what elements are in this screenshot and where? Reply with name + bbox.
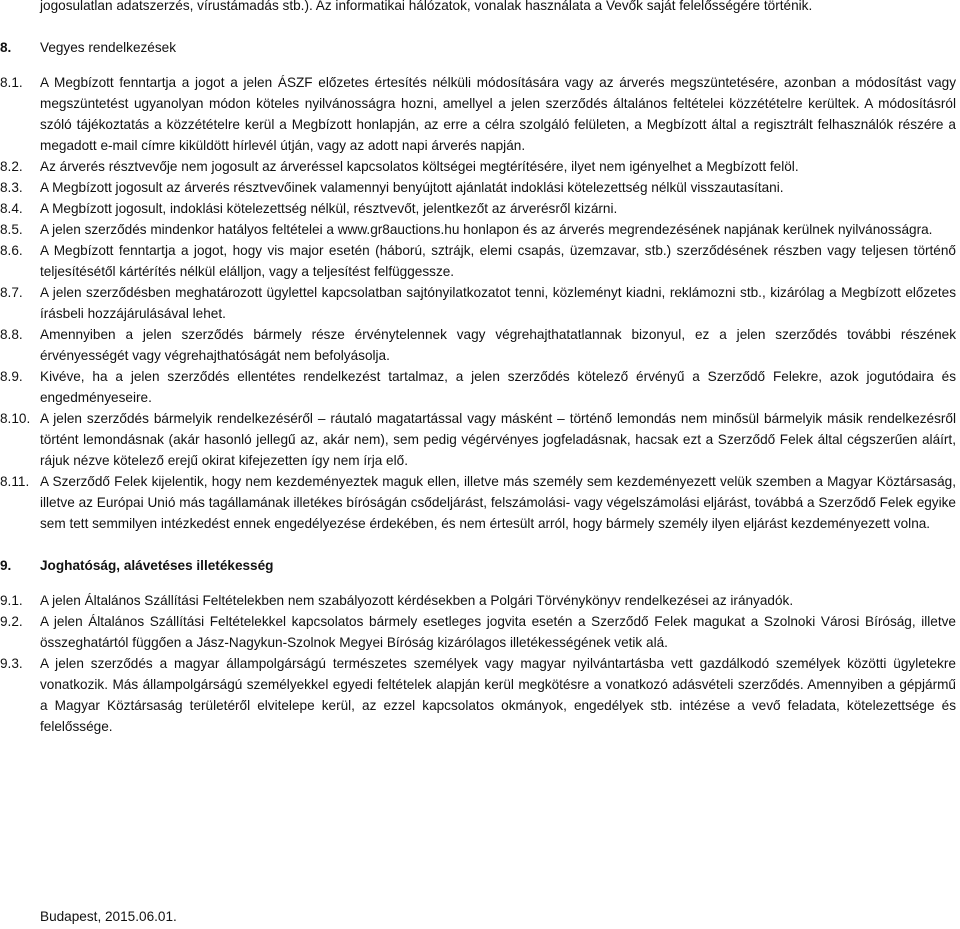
section-9-title: Joghatóság, alávetéses illetékesség (40, 558, 274, 573)
clause-8-2 (0, 156, 960, 177)
clause-number: 8.1. (0, 75, 23, 90)
clause-8-4 (0, 198, 960, 219)
clause-text: Az árverés résztvevője nem jogosult az árveréssel kapcsolatos költségei megtérítésére, ilyet nem igényelhet a Megbízott felöl. (40, 159, 799, 174)
section-8-heading (0, 37, 960, 58)
clause-text: Amennyiben a jelen szerződés bármely része érvénytelennek vagy végrehajthatatlannak bizonyul, ez a jelen szerződés további részének érvényességét vagy végrehajthatóságát nem befolyásolja. (40, 327, 956, 363)
clause-number: 8.10. (0, 411, 31, 426)
clause-8-9 (0, 366, 960, 408)
clause-number: 8.11. (0, 474, 30, 489)
clause-8-3 (0, 177, 960, 198)
clause-number: 9.2. (0, 614, 23, 629)
clause-number: 8.6. (0, 243, 23, 258)
clause-number: 8.2. (0, 159, 23, 174)
clause-number: 8.4. (0, 201, 23, 216)
clause-text: A jelen szerződés mindenkor hatályos feltételei a www.gr8auctions.hu honlapon és az árverés megrendezésének napjának kerülnek nyilvánosságra. (40, 222, 933, 237)
clause-number: 9.3. (0, 656, 23, 671)
clause-text: A Megbízott fenntartja a jogot a jelen ÁSZF előzetes értesítés nélküli módosítására vagy az árverés megszüntetésére, azonban a módosítást vagy megszüntetést ugyanolyan módon köteles nyilvánosságra hozni, amellyel a jelen szerződés általános feltételei közzétételre kerültek. A módosításról szóló tájékoztatás a közzétételre kerül a Megbízott honlapján, az erre a célra szolgáló felületen, a Megbízott által a regisztrált felhasználók részére a megadott e-mail címre kiküldött hírlevél útján, vagy az adott napi árverés napján. (40, 75, 956, 153)
clause-number: 8.3. (0, 180, 23, 195)
clause-8-1 (0, 72, 960, 156)
section-8-items (0, 72, 960, 534)
clause-text: A Megbízott fenntartja a jogot, hogy vis major esetén (háború, sztrájk, elemi csapás, üzemzavar, stb.) szerződésének részben vagy teljesen történő teljesítésétől kártérítés nélkül elálljon, vagy a teljesítést felfüggessze. (40, 243, 956, 279)
clause-text: A jelen Általános Szállítási Feltételekkel kapcsolatos bármely esetleges jogvita esetén a Szerződő Felek magukat a Szolnoki Városi Bíróság, illetve összeghatártól függően a Jász-Nagykun-Szolnok Megyei Bíróság kizárólagos illetékességének vetik alá. (40, 614, 956, 650)
clause-text: A jelen szerződés a magyar állampolgárságú természetes személyek vagy magyar nyilvántartásba vett gazdálkodó személyek közötti ügyletekre vonatkozik. Más állampolgárságú személyekkel egyedi feltételek alapján kerül megkötésre a vonatkozó adásvételi szerződés. Amennyiben a gépjármű a Magyar Köztársaság területéről elviteleре kerül, az ezzel kapcsolatos okmányok, engedélyek stb. intézése a vevő feladata, kötelezettsége és felelőssége. (40, 656, 956, 734)
clause-8-11 (0, 471, 960, 534)
clause-number: 8.7. (0, 285, 23, 300)
clause-number: 9.1. (0, 593, 23, 608)
clause-8-10 (0, 408, 960, 471)
section-8-title: Vegyes rendelkezések (40, 40, 177, 55)
clause-8-8 (0, 324, 960, 366)
clause-number: 8.9. (0, 369, 23, 384)
clause-9-1 (0, 590, 960, 611)
intro-continuation: jogosulatlan adatszerzés, vírustámadás stb.). Az informatikai hálózatok, vonalak használata a Vevők saját felelősségére történik. (40, 0, 813, 13)
clause-text: A Szerződő Felek kijelentik, hogy nem kezdeményeztek maguk ellen, illetve más személy sem kezdeményezett velük szemben a Magyar Köztársaság, illetve az Európai Unió más tagállamának illetékes bíróságán csődeljárást, felszámolási- vagy végelszámolási eljárást, továbbá a Szerződő Felek egyike sem tett semmilyen intézkedést ennek engedélyezése érdekében, és nem értesült arról, hogy bármely személy ilyen eljárást kezdeményezett volna. (40, 474, 956, 531)
clause-number: 8.5. (0, 222, 23, 237)
date-line: Budapest, 2015.06.01. (40, 909, 177, 924)
clause-9-3 (0, 653, 960, 737)
clause-8-5 (0, 219, 960, 240)
clause-number: 8.8. (0, 327, 23, 342)
section-9-heading (0, 555, 960, 576)
section-9-number: 9. (0, 558, 12, 573)
clause-8-7 (0, 282, 960, 324)
clause-text: A jelen Általános Szállítási Feltételekben nem szabályozott kérdésekben a Polgári Törvénykönyv rendelkezései az irányadók. (40, 593, 794, 608)
clause-text: Kivéve, ha a jelen szerződés ellentétes rendelkezést tartalmaz, a jelen szerződés kötelező érvényű a Szerződő Felekre, azok jogutódaira és engedményeseire. (40, 369, 956, 405)
clause-text: A Megbízott jogosult, indoklási kötelezettség nélkül, résztvevőt, jelentkezőt az árverésről kizárni. (40, 201, 618, 216)
clause-9-2 (0, 611, 960, 653)
clause-8-6 (0, 240, 960, 282)
clause-text: A Megbízott jogosult az árverés résztvevőinek valamennyi benyújtott ajánlatát indoklási kötelezettség nélkül visszautasítani. (40, 180, 784, 195)
section-8-number: 8. (0, 40, 12, 55)
clause-text: A jelen szerződés bármelyik rendelkezéséről – ráutaló magatartással vagy másként – történő lemondás nem minősül bármelyik másik rendelkezésről történt lemondásnak (akár hasonló jellegű az, akár nem), sem pedig végérvényes jogfeladásnak, hacsak ezt a Szerződő Felek által cégszerűen aláírt, rájuk nézve kötelező erejű okirat kifejezetten így nem írja elő. (40, 411, 956, 468)
clause-text: A jelen szerződésben meghatározott ügylettel kapcsolatban sajtónyilatkozatot tenni, közleményt kiadni, reklámozni stb., kizárólag a Megbízott előzetes írásbeli hozzájárulásával lehet. (40, 285, 956, 321)
section-9-items (0, 590, 960, 737)
